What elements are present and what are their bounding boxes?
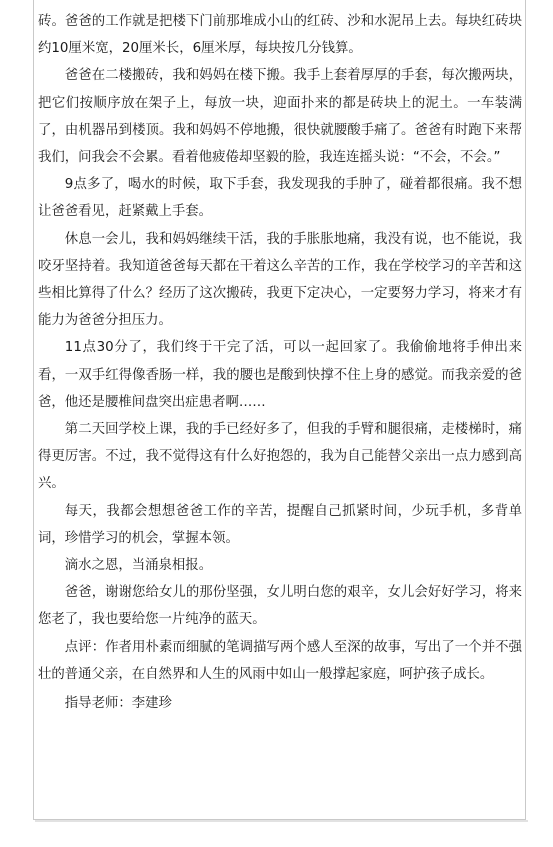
paragraph: 9点多了，喝水的时候，取下手套，我发现我的手肿了，碰着都很痛。我不想让爸爸看见，赶紧戴上手套。 [38,177,522,220]
paragraph: 每天，我都会想想爸爸工作的辛苦，提醒自己抓紧时间，少玩手机，多背单词，珍惜学习的机会，掌握本领。 [38,503,522,546]
teacher-signature: 指导老师：李建珍 [64,696,172,712]
paragraph: 爸爸在二楼搬砖，我和妈妈在楼下搬。我手上套着厚厚的手套，每次搬两块，把它们按顺序放在架子上，每放一块，迎面扑来的都是砖块上的泥土。一车装满了，由机器吊到楼顶。我和妈妈不停地搬，很快就腰酸手痛了。爸爸有时跑下来帮我们，问我会不会累。看着他疲倦却坚毅的脸，我连连摇头说：“不会，不会。” [38,68,522,166]
paragraph: 爸爸，谢谢您给女儿的那份坚强，女儿明白您的艰辛，女儿会好好学习，将来您老了，我也要给您一片纯净的蓝天。 [38,585,522,628]
article-body [38,8,522,717]
commentary-paragraph: 点评：作者用朴素而细腻的笔调描写两个感人至深的故事，写出了一个并不强壮的普通父亲，在自然界和人生的风雨中如山一般撑起家庭，呵护孩子成长。 [38,639,522,682]
paragraph: 11点30分了，我们终于干完了活，可以一起回家了。我偷偷地将手伸出来看，一双手红得像香肠一样，我的腰也是酸到快撑不住上身的感觉。而我亲爱的爸爸，他还是腰椎间盘突出症患者啊…… [38,340,522,410]
page-shadow [35,820,528,822]
paragraph: 第二天回学校上课，我的手已经好多了，但我的手臂和腿很痛，走楼梯时，痛得更厉害。不过，我不觉得这有什么好抱怨的，我为自己能替父亲出一点力感到高兴。 [38,422,522,492]
paragraph: 休息一会儿，我和妈妈继续干活，我的手胀胀地痛，我没有说，也不能说，我咬牙坚持着。我知道爸爸每天都在干着这么辛苦的工作，我在学校学习的辛苦和这些相比算得了什么？经历了这次搬砖，我更下定决心，一定要努力学习，将来才有能力为爸爸分担压力。 [38,231,522,329]
paragraph: 滴水之恩，当涌泉相报。 [64,558,213,574]
paragraph-continuation: 砖。爸爸的工作就是把楼下门前那堆成小山的红砖、沙和水泥吊上去。每块红砖块约10厘米宽，20厘米长，6厘米厚，每块按几分钱算。 [38,14,522,57]
